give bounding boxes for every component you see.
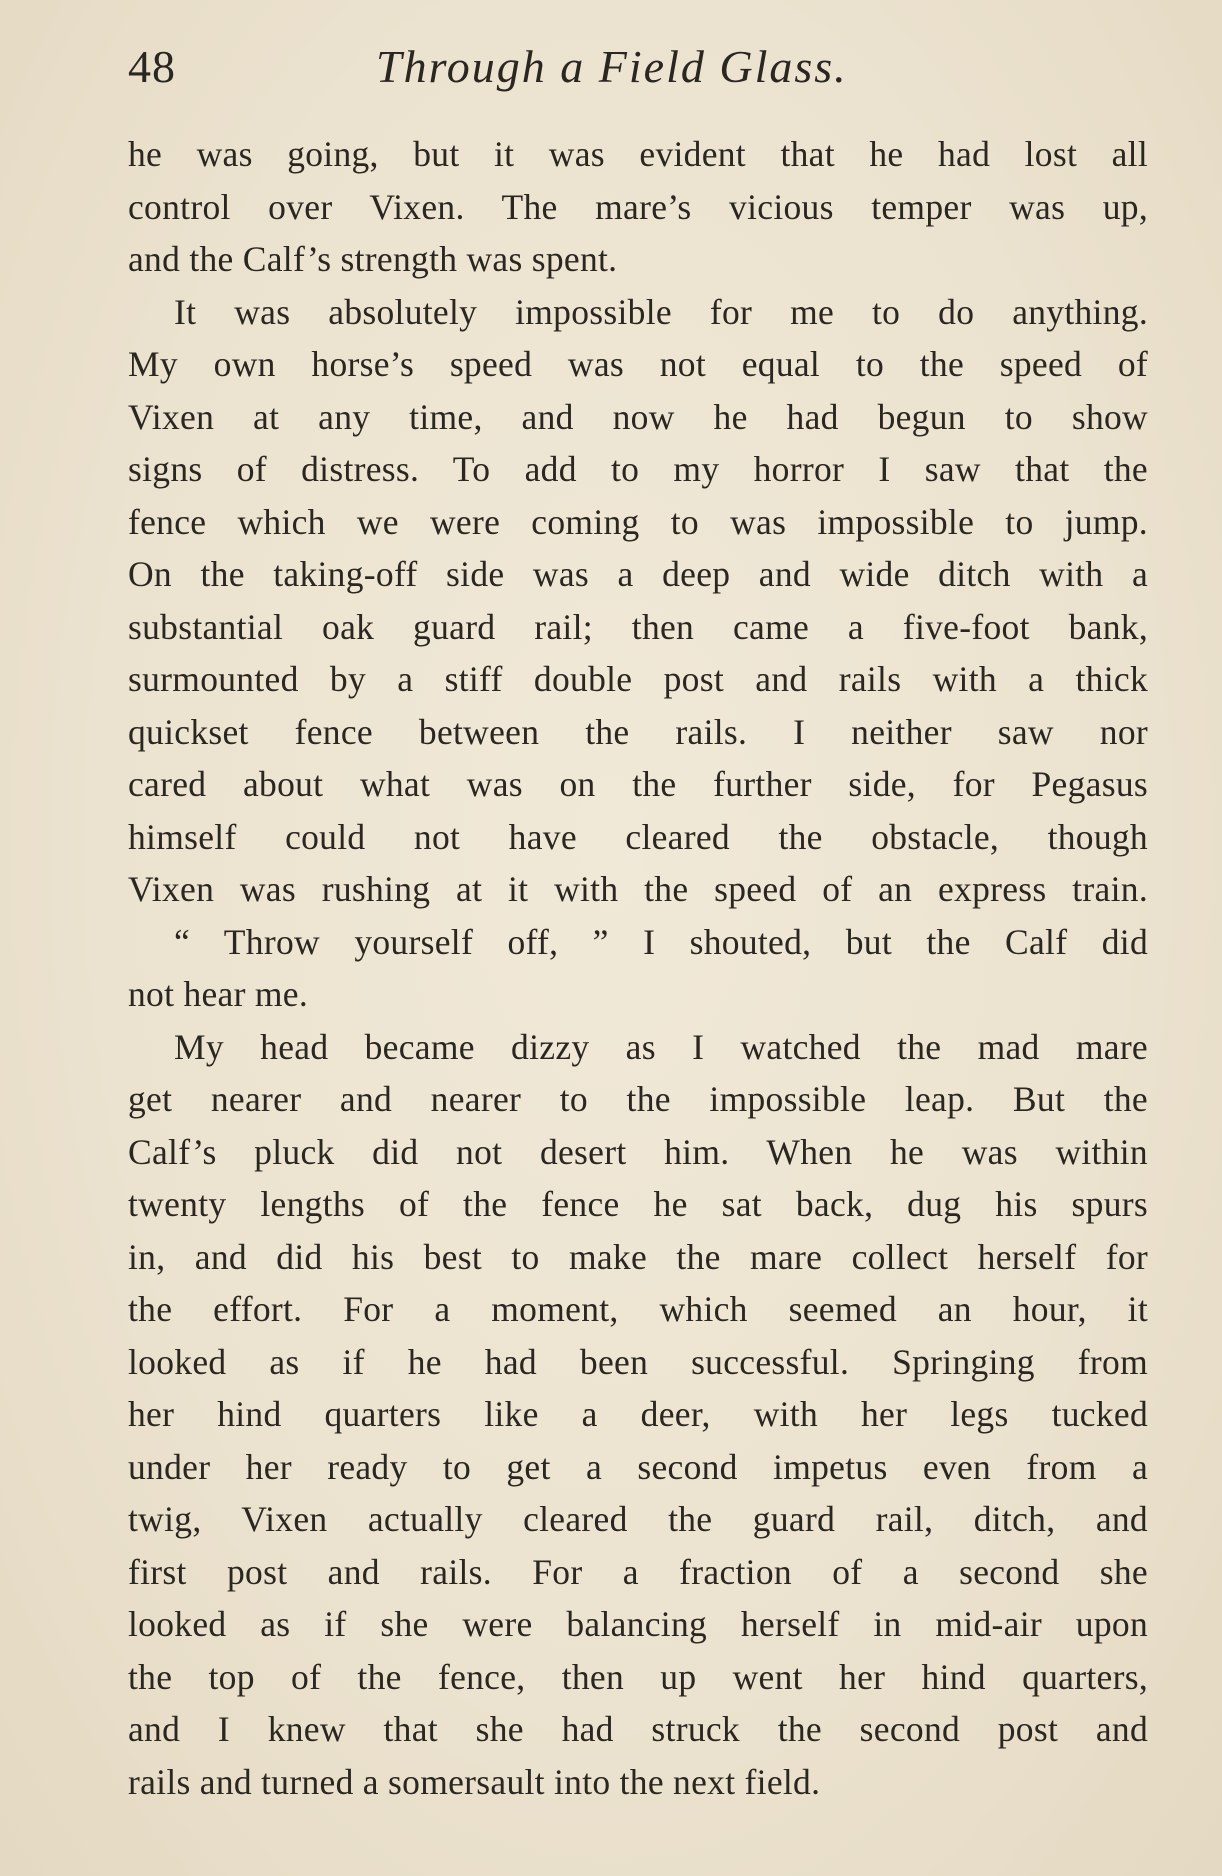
text-line: cared about what was on the further side, for Pegasus — [128, 764, 1148, 804]
text-line: he was going, but it was evident that he had lost all — [128, 134, 1148, 174]
text-line: It was absolutely impossible for me to do anything. — [174, 291, 1148, 332]
text-line: rails and turned a somersault into the next field. — [128, 1761, 821, 1802]
text-line: fence which we were coming to was impossible to jump. — [128, 501, 1148, 542]
text-line: in, and did his best to make the mare collect herself for — [128, 1236, 1148, 1277]
text-line: substantial oak guard rail; then came a five-foot bank, — [128, 606, 1148, 647]
text-line: Vixen at any time, and now he had begun to show — [128, 396, 1148, 437]
page-number: 48 — [128, 41, 176, 92]
body-text — [128, 128, 1148, 1808]
text-line: “ Throw yourself off, ” I shouted, but the Calf did — [174, 921, 1148, 962]
text-line: not hear me. — [128, 974, 309, 1014]
text-line: twig, Vixen actually cleared the guard rail, ditch, and — [128, 1499, 1148, 1539]
text-line: surmounted by a stiff double post and rails with a thick — [128, 659, 1148, 699]
text-line: control over Vixen. The mare’s vicious temper was up, — [128, 186, 1148, 227]
text-line: On the taking-off side was a deep and wide ditch with a — [128, 554, 1148, 594]
text-line: My own horse’s speed was not equal to the speed of — [128, 344, 1148, 384]
text-line: the top of the fence, then up went her hind quarters, — [128, 1656, 1148, 1697]
text-line: quickset fence between the rails. I neither saw nor — [128, 711, 1148, 752]
text-line: her hind quarters like a deer, with her legs tucked — [128, 1394, 1148, 1434]
text-line: looked as if she were balancing herself in mid-air upon — [128, 1604, 1148, 1644]
running-title: Through a Field Glass. — [376, 41, 848, 92]
text-line: looked as if he had been successful. Springing from — [128, 1341, 1148, 1382]
text-line: the effort. For a moment, which seemed an hour, it — [128, 1289, 1148, 1329]
text-line: My head became dizzy as I watched the mad mare — [174, 1026, 1148, 1067]
text-line: under her ready to get a second impetus even from a — [128, 1446, 1148, 1487]
text-line: and the Calf’s strength was spent. — [128, 239, 618, 279]
text-line: get nearer and nearer to the impossible leap. But the — [128, 1079, 1148, 1119]
text-line: first post and rails. For a fraction of a second she — [128, 1551, 1148, 1592]
page-header — [128, 40, 1148, 100]
text-line: Calf’s pluck did not desert him. When he was within — [128, 1131, 1148, 1172]
text-line: and I knew that she had struck the second post and — [128, 1709, 1148, 1749]
text-line: Vixen was rushing at it with the speed of an express train. — [128, 869, 1148, 909]
text-line: himself could not have cleared the obstacle, though — [128, 816, 1148, 857]
text-line: signs of distress. To add to my horror I saw that the — [128, 449, 1148, 489]
text-line: twenty lengths of the fence he sat back, dug his spurs — [128, 1184, 1148, 1224]
